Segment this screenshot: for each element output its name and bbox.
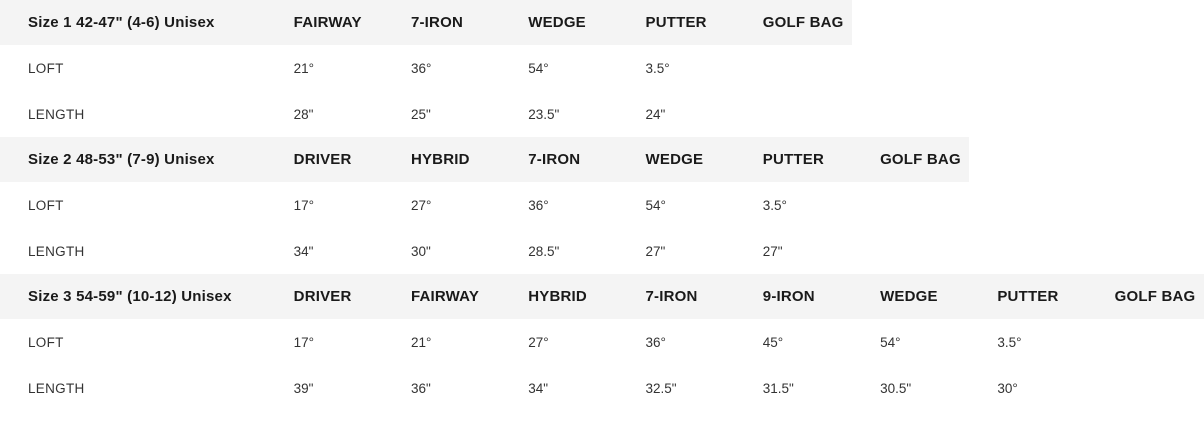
column-header-club: DRIVER xyxy=(266,274,383,319)
column-header-empty xyxy=(1087,0,1204,45)
cell-value: 21° xyxy=(293,60,315,76)
cell-value: 36" xyxy=(410,380,431,396)
column-header-empty xyxy=(1087,137,1204,182)
row-label: LENGTH xyxy=(28,380,85,396)
column-header-club: 7-IRON xyxy=(383,0,500,45)
column-header-club: FAIRWAY xyxy=(266,0,383,45)
cell-value: 3.5° xyxy=(762,197,787,213)
cell-value: 30° xyxy=(997,380,1018,396)
cell-value xyxy=(735,45,852,91)
column-header-club: 7-IRON xyxy=(500,137,617,182)
cell-value: 23.5" xyxy=(528,106,560,122)
table-row xyxy=(0,45,1204,91)
cell-value: 27° xyxy=(410,197,432,213)
cell-value: 30" xyxy=(410,243,431,259)
cell-empty xyxy=(969,228,1086,274)
column-header-club: PUTTER xyxy=(735,137,852,182)
cell-value xyxy=(852,228,969,274)
cell-value: 54° xyxy=(645,197,666,213)
column-header-club: DRIVER xyxy=(266,137,383,182)
cell-value: 21° xyxy=(410,334,432,350)
column-header-club: GOLF BAG xyxy=(1087,274,1204,319)
table-row xyxy=(0,91,1204,137)
cell-empty xyxy=(1087,228,1204,274)
cell-value: 28.5" xyxy=(528,243,560,259)
table-row xyxy=(0,182,1204,228)
column-header-club: HYBRID xyxy=(383,137,500,182)
table-header-row xyxy=(0,137,1204,182)
cell-value: 36° xyxy=(410,60,432,76)
table-header-row xyxy=(0,274,1204,319)
row-label: LENGTH xyxy=(28,106,85,122)
cell-value: 54° xyxy=(880,334,901,350)
cell-value: 25" xyxy=(410,106,431,122)
cell-value: 36° xyxy=(645,334,666,350)
cell-value: 31.5" xyxy=(762,380,794,396)
column-header-club: GOLF BAG xyxy=(735,0,852,45)
cell-value: 39" xyxy=(293,380,314,396)
column-header-empty xyxy=(969,0,1086,45)
table-row xyxy=(0,319,1204,365)
column-header-club: GOLF BAG xyxy=(852,137,969,182)
column-header-club: 7-IRON xyxy=(618,274,735,319)
cell-empty xyxy=(969,45,1086,91)
size-label: Size 1 42-47" (4-6) Unisex xyxy=(0,0,266,45)
table-row xyxy=(0,228,1204,274)
cell-value: 54° xyxy=(528,60,549,76)
size-label: Size 2 48-53" (7-9) Unisex xyxy=(0,137,266,182)
column-header-club: 9-IRON xyxy=(735,274,852,319)
size-label: Size 3 54-59" (10-12) Unisex xyxy=(0,274,266,319)
column-header-club: HYBRID xyxy=(500,274,617,319)
cell-value: 27" xyxy=(762,243,783,259)
cell-value: 28" xyxy=(293,106,314,122)
column-header-club: WEDGE xyxy=(852,274,969,319)
cell-value: 32.5" xyxy=(645,380,677,396)
cell-value: 17° xyxy=(293,334,315,350)
cell-value: 24" xyxy=(645,106,666,122)
spec-table-size-3 xyxy=(0,274,1204,411)
cell-empty xyxy=(1087,182,1204,228)
column-header-empty xyxy=(969,137,1086,182)
cell-value: 34" xyxy=(528,380,549,396)
column-header-club: PUTTER xyxy=(618,0,735,45)
column-header-club: PUTTER xyxy=(969,274,1086,319)
cell-value: 17° xyxy=(293,197,315,213)
cell-value: 3.5° xyxy=(997,334,1022,350)
cell-empty xyxy=(1087,45,1204,91)
cell-value: 34" xyxy=(293,243,314,259)
cell-empty xyxy=(852,91,969,137)
column-header-empty xyxy=(852,0,969,45)
row-label: LOFT xyxy=(28,197,64,213)
column-header-club: WEDGE xyxy=(618,137,735,182)
cell-value: 30.5" xyxy=(880,380,912,396)
cell-value xyxy=(852,182,969,228)
spec-table-size-1 xyxy=(0,0,1204,137)
cell-value: 45° xyxy=(762,334,784,350)
cell-empty xyxy=(969,91,1086,137)
spec-table-size-2 xyxy=(0,137,1204,274)
cell-value xyxy=(1087,319,1204,365)
cell-value xyxy=(1087,365,1204,411)
cell-value: 27" xyxy=(645,243,666,259)
row-label: LOFT xyxy=(28,60,64,76)
row-label: LENGTH xyxy=(28,243,85,259)
column-header-club: FAIRWAY xyxy=(383,274,500,319)
column-header-club: WEDGE xyxy=(500,0,617,45)
cell-value: 3.5° xyxy=(645,60,670,76)
table-row xyxy=(0,365,1204,411)
cell-value: 27° xyxy=(528,334,549,350)
cell-value: 36° xyxy=(528,197,549,213)
cell-value xyxy=(735,91,852,137)
cell-empty xyxy=(969,182,1086,228)
cell-empty xyxy=(1087,91,1204,137)
table-header-row xyxy=(0,0,1204,45)
row-label: LOFT xyxy=(28,334,64,350)
cell-empty xyxy=(852,45,969,91)
